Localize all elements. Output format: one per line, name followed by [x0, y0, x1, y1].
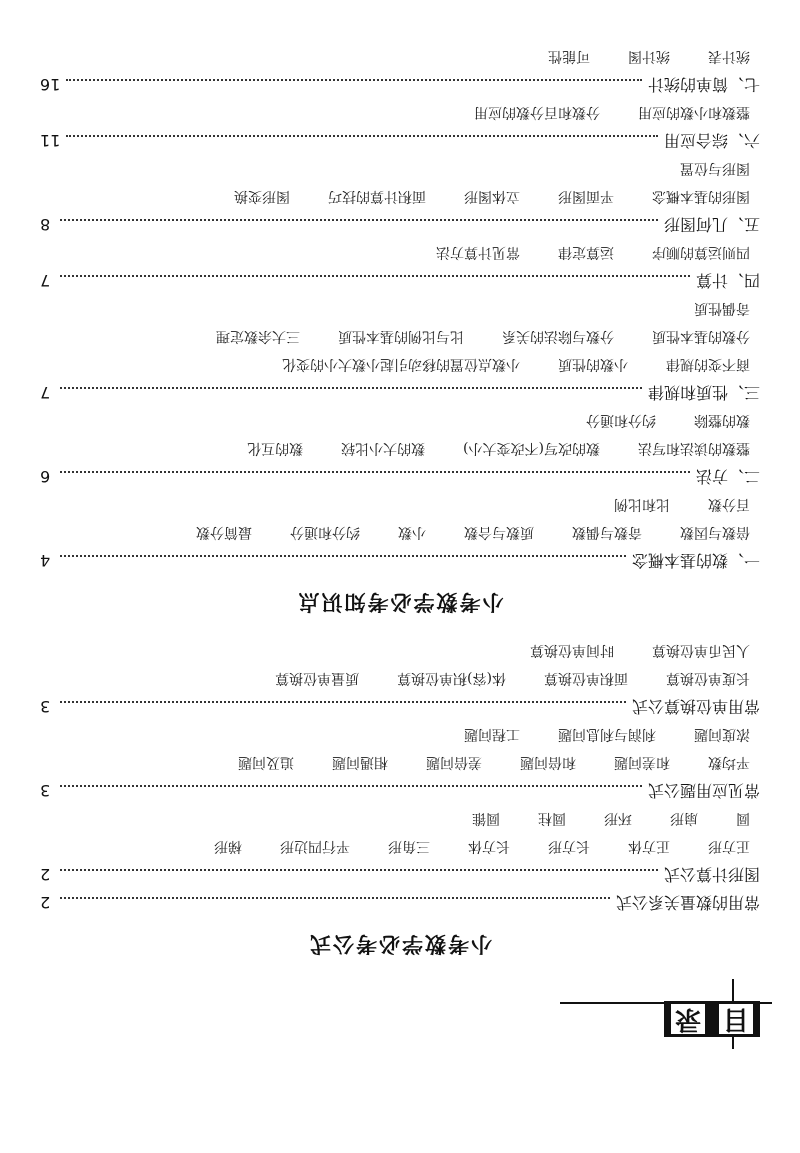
toc-subtopic[interactable]: 百分数	[708, 496, 750, 512]
toc-subtopics	[40, 832, 760, 860]
toc-subtopic[interactable]: 常见计算方法	[436, 244, 520, 260]
toc-subtopic[interactable]: 四则运算的顺序	[652, 244, 750, 260]
toc-entry[interactable]	[40, 462, 760, 490]
toc-subtopic[interactable]: 相遇问题	[332, 754, 388, 770]
toc-subtopic[interactable]: 环形	[604, 810, 632, 826]
toc-subtopics	[40, 490, 760, 518]
toc-content	[40, 42, 760, 968]
toc-entry[interactable]	[40, 692, 760, 720]
toc-subtopic[interactable]: 差倍问题	[426, 754, 482, 770]
toc-subtopics	[40, 636, 760, 664]
toc-subtopic[interactable]: 时间单位换算	[530, 642, 614, 658]
toc-entry[interactable]	[40, 210, 760, 238]
toc-subtopic[interactable]: 比和比例	[614, 496, 670, 512]
toc-subtopic[interactable]: 长度单位换算	[666, 670, 750, 686]
section-title: 小考数学必考知识点	[296, 590, 504, 615]
toc-entry-title: 五、几何图形	[663, 215, 760, 234]
toc-subtopic[interactable]: 工程问题	[464, 726, 520, 742]
toc-subtopics	[40, 720, 760, 748]
toc-subtopic[interactable]: 三角形	[388, 838, 430, 854]
toc-subtopic[interactable]: 质量单位换算	[275, 670, 360, 686]
toc-title-char: 录	[671, 1004, 705, 1034]
toc-entry-title: 一、数的基本概念	[631, 551, 760, 570]
toc-subtopic[interactable]: 平行四边形	[280, 838, 350, 854]
toc-entry-title: 图形计算公式	[663, 865, 760, 884]
toc-subtopic[interactable]: 利润与利息问题	[558, 726, 656, 742]
toc-entry[interactable]	[40, 860, 760, 888]
toc-entry-title: 二、方法	[695, 467, 760, 486]
toc-entry[interactable]	[40, 126, 760, 154]
toc-subtopic[interactable]: 统计表	[708, 48, 750, 64]
toc-subtopics	[40, 98, 760, 126]
toc-subtopic[interactable]: 约分和通分	[290, 524, 360, 540]
toc-subtopic[interactable]: 小数的性质	[558, 356, 628, 372]
toc-subtopic[interactable]: 面积计算的技巧	[328, 188, 426, 204]
dot-leader	[66, 135, 658, 151]
toc-page-number: 2	[40, 865, 51, 884]
toc-subtopic[interactable]: 数的改写(不改变大小)	[463, 440, 600, 456]
toc-subtopics	[40, 434, 760, 462]
toc-entry-title: 六、综合应用	[663, 131, 760, 150]
toc-subtopics	[40, 322, 760, 350]
dot-leader	[66, 79, 642, 95]
toc-entry-title: 四、计算	[695, 271, 760, 290]
dot-leader	[60, 701, 626, 717]
toc-subtopic[interactable]: 人民币单位换算	[652, 642, 750, 658]
toc-entry-title: 七、简单的统计	[647, 75, 760, 94]
toc-subtopic[interactable]: 三大余数定理	[216, 328, 300, 344]
toc-subtopic[interactable]: 小数	[398, 524, 426, 540]
dot-leader	[60, 555, 626, 571]
toc-entry[interactable]	[40, 546, 760, 574]
toc-subtopics	[40, 154, 760, 182]
toc-subtopic[interactable]: 小数点位置的移动引起小数大小的变化	[282, 356, 520, 372]
toc-subtopic[interactable]: 圆	[736, 810, 750, 826]
toc-subtopic[interactable]: 倍数与因数	[680, 524, 750, 540]
dot-leader	[60, 471, 690, 487]
dot-leader	[60, 275, 690, 291]
toc-subtopic[interactable]: 扇形	[670, 810, 698, 826]
toc-entry[interactable]	[40, 888, 760, 916]
toc-subtopic[interactable]: 圆柱	[538, 810, 566, 826]
toc-entry-title: 三、性质和规律	[647, 383, 760, 402]
toc-subtopic[interactable]: 面积单位换算	[544, 670, 628, 686]
toc-subtopic[interactable]: 和倍问题	[520, 754, 576, 770]
toc-subtopic[interactable]: 圆锥	[472, 810, 500, 826]
toc-subtopic[interactable]: 正方体	[628, 838, 670, 854]
toc-entry-title: 常用单位换算公式	[631, 697, 760, 716]
toc-subtopic[interactable]: 奇偶性质	[694, 300, 750, 316]
toc-page-number: 8	[40, 215, 51, 234]
toc-subtopics	[40, 748, 760, 776]
toc-page-number: 11	[40, 131, 61, 150]
toc-subtopic[interactable]: 图形变换	[234, 188, 290, 204]
toc-subtopic[interactable]: 立体图形	[464, 188, 520, 204]
toc-subtopic[interactable]: 统计图	[628, 48, 670, 64]
toc-subtopic[interactable]: 最简分数	[196, 524, 252, 540]
toc-page-number: 16	[40, 75, 61, 94]
toc-subtopics	[40, 406, 760, 434]
toc-page-number: 3	[40, 697, 51, 716]
toc-title-char: 目	[719, 1004, 753, 1034]
toc-subtopic[interactable]: 长方体	[468, 838, 510, 854]
toc-title	[664, 1001, 760, 1037]
toc-entry-title: 常见应用题公式	[647, 781, 760, 800]
toc-page-number: 2	[40, 893, 51, 912]
toc-page-number: 7	[40, 271, 51, 290]
toc-subtopic[interactable]: 平面图形	[558, 188, 614, 204]
dot-leader	[60, 869, 658, 885]
toc-entry[interactable]	[40, 70, 760, 98]
toc-subtopic[interactable]: 分数和百分数的应用	[474, 104, 600, 120]
toc-subtopic[interactable]: 奇数与偶数	[572, 524, 642, 540]
toc-subtopic[interactable]: 整数的读法和写法	[638, 440, 750, 456]
toc-subtopics	[40, 804, 760, 832]
toc-subtopic[interactable]: 平均数	[708, 754, 750, 770]
toc-subtopic[interactable]: 数的互化	[247, 440, 304, 456]
toc-subtopics	[40, 518, 760, 546]
toc-subtopic[interactable]: 数的大小比较	[341, 440, 426, 456]
toc-page-number: 3	[40, 781, 51, 800]
dot-leader	[60, 785, 642, 801]
toc-subtopics	[40, 664, 760, 692]
toc-subtopic[interactable]: 图形的基本概念	[652, 188, 750, 204]
toc-subtopic[interactable]: 追及问题	[238, 754, 294, 770]
toc-subtopic[interactable]: 梯形	[214, 838, 242, 854]
toc-entry-title: 常用的数量关系公式	[615, 893, 760, 912]
toc-subtopic[interactable]: 约分和通分	[586, 412, 656, 428]
toc-entry[interactable]	[40, 266, 760, 294]
toc-entry[interactable]	[40, 776, 760, 804]
toc-subtopic[interactable]: 图形与位置	[680, 160, 750, 176]
section-gap	[40, 626, 760, 636]
toc-subtopic[interactable]: 数的整除	[694, 412, 750, 428]
toc-subtopics	[40, 42, 760, 70]
toc-subtopics	[40, 350, 760, 378]
toc-entry[interactable]	[40, 378, 760, 406]
toc-subtopic[interactable]: 正方形	[708, 838, 750, 854]
toc-subtopic[interactable]: 浓度问题	[694, 726, 750, 742]
toc-subtopic[interactable]: 质数与合数	[464, 524, 534, 540]
toc-subtopic[interactable]: 和差问题	[614, 754, 670, 770]
toc-subtopic[interactable]: 整数和小数的应用	[638, 104, 750, 120]
toc-page-number: 4	[40, 551, 51, 570]
toc-subtopic[interactable]: 比与比例的基本性质	[338, 328, 464, 344]
toc-subtopics	[40, 294, 760, 322]
toc-subtopic[interactable]: 分数的基本性质	[652, 328, 750, 344]
dot-leader	[60, 219, 658, 235]
toc-subtopic[interactable]: 商不变的规律	[666, 356, 750, 372]
toc-subtopic[interactable]: 可能性	[548, 48, 590, 64]
toc-subtopics	[40, 182, 760, 210]
toc-subtopic[interactable]: 分数与除法的关系	[502, 328, 614, 344]
toc-subtopics	[40, 238, 760, 266]
toc-subtopic[interactable]: 体(容)积单位换算	[397, 670, 506, 686]
toc-subtopic[interactable]: 长方形	[548, 838, 590, 854]
toc-page-number: 6	[40, 467, 51, 486]
dot-leader	[60, 897, 610, 913]
toc-header	[552, 979, 772, 1049]
toc-page-number: 7	[40, 383, 51, 402]
toc-subtopic[interactable]: 运算定律	[558, 244, 614, 260]
section-title: 小考数学必考公式	[308, 932, 492, 957]
dot-leader	[60, 387, 642, 403]
